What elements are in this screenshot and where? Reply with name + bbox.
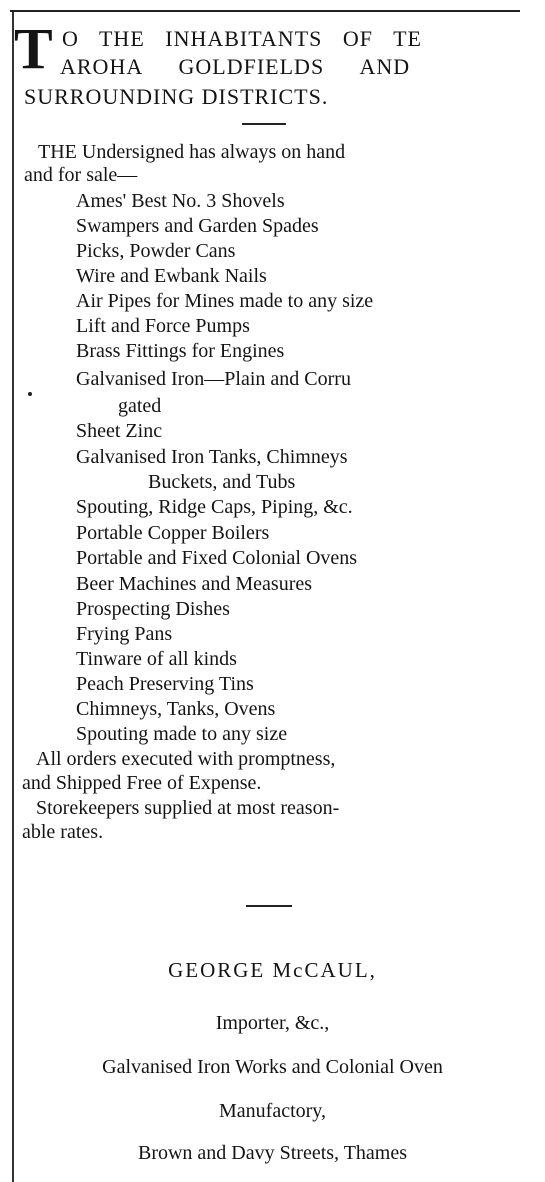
storekeepers-line-2: able rates. (22, 821, 104, 843)
list-item: Portable and Fixed Colonial Ovens (76, 547, 358, 569)
intro-line-2: and for sale— (24, 164, 138, 186)
list-item: Galvanised Iron Tanks, Chimneys (76, 446, 348, 468)
intro-line-1: THE Undersigned has always on hand (38, 141, 346, 163)
list-item: Swampers and Garden Spades (76, 215, 319, 237)
merchant-name: GEORGE McCAUL, (168, 958, 377, 982)
list-item: Beer Machines and Measures (76, 573, 313, 595)
merchant-address: Brown and Davy Streets, Thames (137, 1142, 408, 1164)
list-item: Tinware of all kinds (76, 648, 237, 670)
merchant-role: Importer, &c., (215, 1012, 330, 1034)
drop-cap: T (14, 16, 51, 81)
list-item: Chimneys, Tanks, Ovens (76, 698, 276, 720)
merchant-works: Galvanised Iron Works and Colonial Oven (102, 1056, 443, 1078)
list-item-continuation: Buckets, and Tubs (148, 471, 296, 493)
list-item: Prospecting Dishes (76, 598, 230, 620)
list-item-continuation: gated (118, 395, 162, 417)
heading-line-3: SURROUNDING DISTRICTS. (24, 84, 329, 109)
orders-line-2: and Shipped Free of Expense. (22, 772, 262, 794)
list-item: Peach Preserving Tins (76, 673, 254, 695)
top-border-rule (10, 10, 520, 12)
section-divider (246, 905, 292, 907)
section-divider (242, 123, 286, 125)
list-item: Spouting, Ridge Caps, Piping, &c. (76, 496, 353, 518)
orders-line-1: All orders executed with promptness, (36, 748, 336, 770)
list-item: Spouting made to any size (76, 723, 288, 745)
list-item: Brass Fittings for Engines (76, 340, 285, 362)
list-item: Sheet Zinc (76, 420, 163, 442)
list-item: Air Pipes for Mines made to any size (76, 290, 374, 312)
list-item: Frying Pans (76, 623, 173, 645)
list-item: Galvanised Iron—Plain and Corru (76, 368, 351, 390)
ink-dot (28, 392, 32, 396)
storekeepers-line-1: Storekeepers supplied at most reason- (36, 797, 340, 819)
heading-line-1: O THE INHABITANTS OF TE (62, 26, 422, 51)
list-item: Portable Copper Boilers (76, 522, 270, 544)
left-border-rule (12, 12, 14, 1182)
list-item: Picks, Powder Cans (76, 240, 236, 262)
list-item: Lift and Force Pumps (76, 315, 250, 337)
list-item: Ames' Best No. 3 Shovels (76, 190, 285, 212)
merchant-manufactory: Manufactory, (219, 1100, 326, 1122)
list-item: Wire and Ewbank Nails (76, 265, 267, 287)
heading-line-2: AROHA GOLDFIELDS AND (60, 54, 411, 79)
